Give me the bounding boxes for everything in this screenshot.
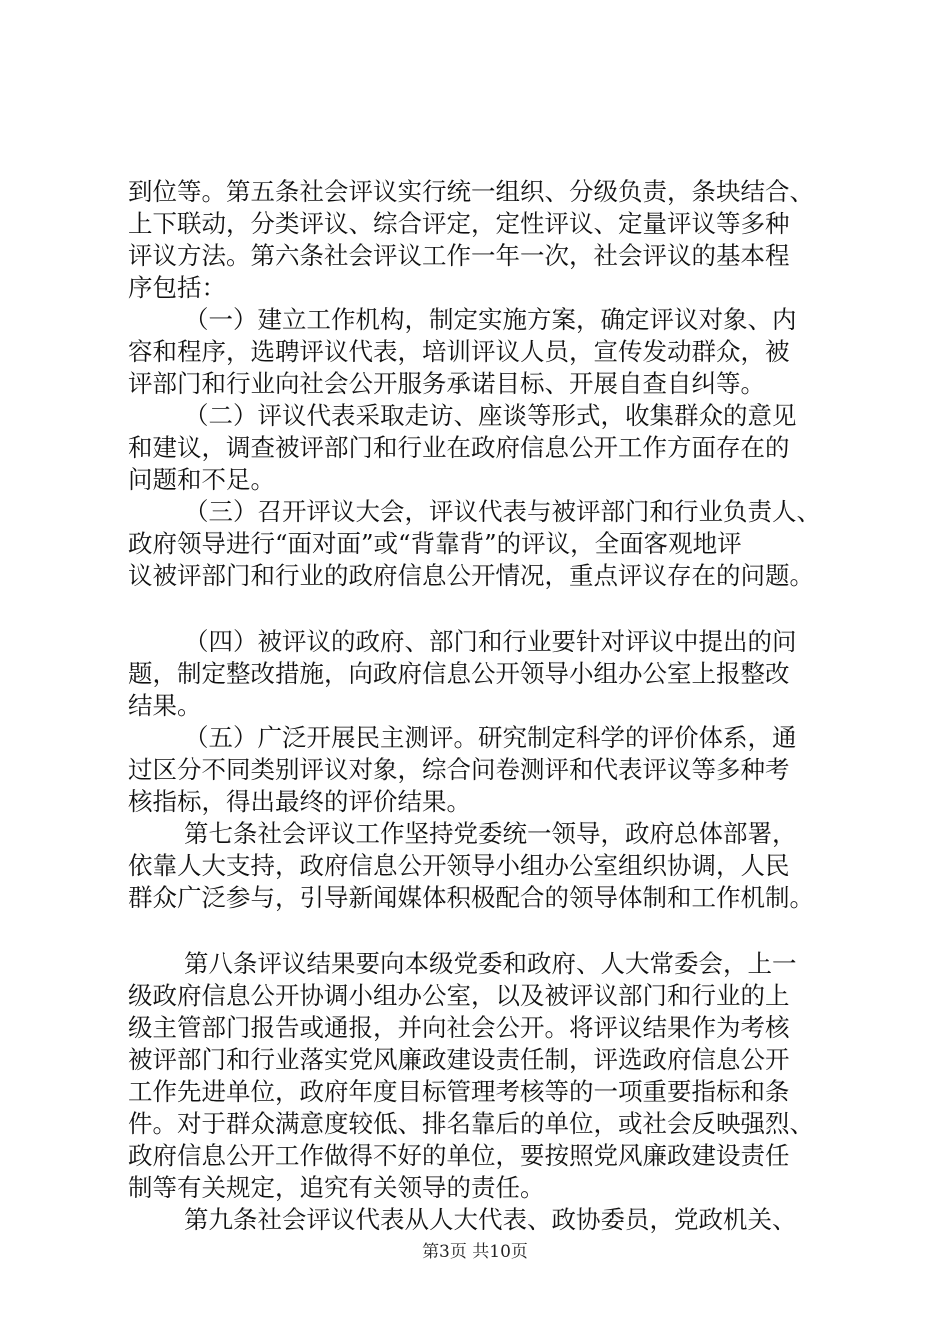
text-line: 过区分不同类别评议对象，综合问卷测评和代表评议等多种考 (128, 755, 790, 784)
text-line: 问题和不足。 (128, 465, 275, 494)
text-line: 级政府信息公开协调小组办公室，以及被评议部门和行业的上 (128, 981, 790, 1010)
text-line: 结果。 (128, 691, 202, 720)
text-line: 上下联动，分类评议、综合评定，定性评议、定量评议等多种 (128, 209, 790, 238)
document-body (128, 176, 840, 1236)
paragraph-gap (128, 914, 840, 948)
text-line: （二）评议代表采取走访、座谈等形式，收集群众的意见 (184, 401, 797, 430)
text-line: 政府信息公开工作做得不好的单位，要按照党风廉政建设责任 (128, 1141, 790, 1170)
text-line: 依靠人大支持，政府信息公开领导小组办公室组织协调，人民 (128, 851, 790, 880)
text-line: 容和程序，选聘评议代表，培训评议人员，宣传发动群众，被 (128, 337, 790, 366)
text-line: 议被评部门和行业的政府信息公开情况，重点评议存在的问题。 (128, 561, 814, 590)
page-number-footer: 第3页 共10页 (422, 1242, 528, 1262)
text-line: （四）被评议的政府、部门和行业要针对评议中提出的问 (184, 627, 797, 656)
text-line: 序包括： (128, 273, 226, 302)
text-line: 第七条社会评议工作坚持党委统一领导，政府总体部署， (184, 819, 797, 848)
text-line: 群众广泛参与，引导新闻媒体积极配合的领导体制和工作机制。 (128, 883, 814, 912)
text-line: （三）召开评议大会，评议代表与被评部门和行业负责人、 (184, 497, 821, 526)
text-line: 级主管部门报告或通报，并向社会公开。将评议结果作为考核 (128, 1013, 790, 1042)
text-line: 核指标，得出最终的评价结果。 (128, 787, 471, 816)
text-line: 被评部门和行业落实党风廉政建设责任制，评选政府信息公开 (128, 1045, 790, 1074)
text-line: 评议方法。第六条社会评议工作一年一次，社会评议的基本程 (128, 241, 790, 270)
text-line: 和建议，调查被评部门和行业在政府信息公开工作方面存在的 (128, 433, 790, 462)
text-line: 评部门和行业向社会公开服务承诺目标、开展自查自纠等。 (128, 369, 765, 398)
text-line: 到位等。第五条社会评议实行统一组织、分级负责，条块结合、 (128, 177, 814, 206)
text-line: 工作先进单位，政府年度目标管理考核等的一项重要指标和条 (128, 1077, 790, 1106)
text-line: 第九条社会评议代表从人大代表、政协委员，党政机关、 (184, 1205, 797, 1234)
text-line: （一）建立工作机构，制定实施方案，确定评议对象、内 (184, 305, 797, 334)
paragraph-gap (128, 592, 840, 626)
text-line: 第八条评议结果要向本级党委和政府、人大常委会，上一 (184, 949, 797, 978)
text-line: 制等有关规定，追究有关领导的责任。 (128, 1173, 545, 1202)
text-line: 政府领导进行“面对面”或“背靠背”的评议，全面客观地评 (128, 529, 742, 558)
text-line: 题，制定整改措施，向政府信息公开领导小组办公室上报整改 (128, 659, 790, 688)
text-line: （五）广泛开展民主测评。研究制定科学的评价体系，通 (184, 723, 797, 752)
text-line: 件。对于群众满意度较低、排名靠后的单位，或社会反映强烈、 (128, 1109, 814, 1138)
